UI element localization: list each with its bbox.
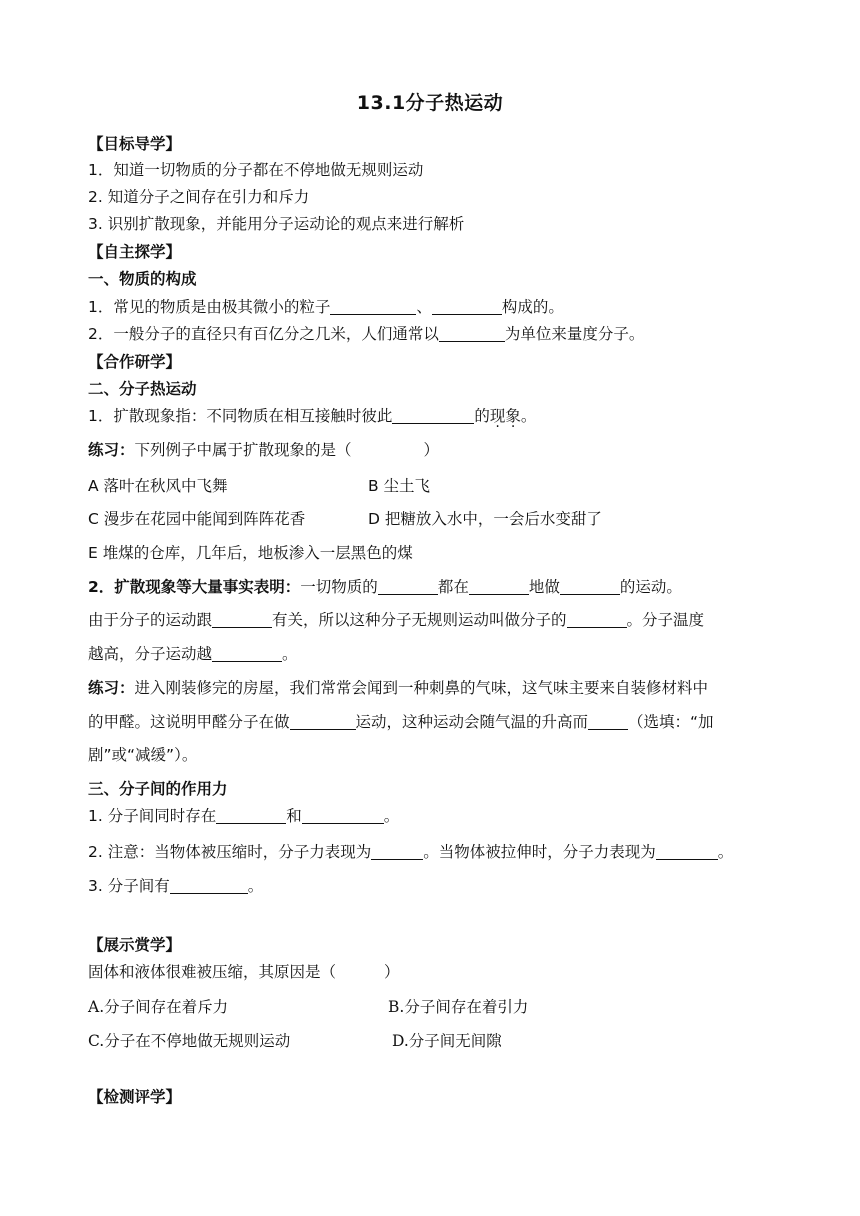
answer-blank[interactable] bbox=[216, 807, 286, 824]
answer-blank[interactable] bbox=[560, 578, 620, 595]
answer-blank[interactable] bbox=[212, 645, 282, 662]
answer-blank[interactable] bbox=[567, 611, 627, 628]
option-a: A 落叶在秋风中飞舞 bbox=[88, 477, 228, 495]
subheading-intermolecular-force: 三、分子间的作用力 bbox=[88, 780, 228, 798]
question-gaps: 3. 分子间有 。 bbox=[88, 877, 264, 895]
option-c: C.分子在不停地做无规则运动 bbox=[88, 1032, 291, 1050]
goal-item-1: 1．知道一切物质的分子都在不停地做无规则运动 bbox=[88, 161, 424, 179]
option-b: B.分子间存在着引力 bbox=[388, 998, 529, 1016]
practice-diffusion: 练习：下列例子中属于扩散现象的是（ ） bbox=[88, 441, 440, 459]
subheading-matter-structure: 一、物质的构成 bbox=[88, 270, 197, 288]
answer-blank[interactable] bbox=[392, 407, 474, 424]
answer-blank[interactable] bbox=[378, 578, 438, 595]
emphasis-dot: 现 bbox=[489, 407, 506, 425]
answer-blank[interactable] bbox=[290, 713, 356, 730]
question-particles: 1．常见的物质是由极其微小的粒子 、 构成的。 bbox=[88, 298, 564, 316]
question-diffusion-facts-line3: 越高，分子运动越 。 bbox=[88, 645, 298, 663]
goal-item-3: 3. 识别扩散现象，并能用分子运动论的观点来进行解析 bbox=[88, 215, 465, 233]
answer-blank[interactable] bbox=[212, 611, 272, 628]
answer-blank[interactable] bbox=[439, 325, 505, 342]
question-compression: 固体和液体很难被压缩，其原因是（ ） bbox=[88, 963, 400, 981]
question-diffusion-facts-line2: 由于分子的运动跟 有关，所以这种分子无规则运动叫做分子的 。分子温度 bbox=[88, 611, 705, 629]
option-d: D 把糖放入水中，一会后水变甜了 bbox=[368, 510, 602, 528]
section-header-goals: 【目标导学】 bbox=[88, 135, 182, 153]
option-b: B 尘土飞 bbox=[368, 477, 431, 495]
answer-blank[interactable] bbox=[330, 298, 416, 315]
option-d: D.分子间无间隙 bbox=[392, 1032, 502, 1050]
answer-blank[interactable] bbox=[432, 298, 502, 315]
answer-blank[interactable] bbox=[371, 843, 423, 860]
practice-formaldehyde-line3: 剧”或“减缓”）。 bbox=[88, 746, 198, 764]
answer-blank[interactable] bbox=[302, 807, 384, 824]
practice-formaldehyde: 练习：进入刚装修完的房屋，我们常常会闻到一种刺鼻的气味，这气味主要来自装修材料中 bbox=[88, 679, 709, 697]
section-header-self-study: 【自主探学】 bbox=[88, 243, 182, 261]
answer-blank[interactable] bbox=[588, 713, 628, 730]
option-c: C 漫步在花园中能闻到阵阵花香 bbox=[88, 510, 306, 528]
subheading-thermal-motion: 二、分子热运动 bbox=[88, 380, 197, 398]
question-force-coexist: 1. 分子间同时存在 和 。 bbox=[88, 807, 400, 825]
section-header-cooperative-study: 【合作研学】 bbox=[88, 353, 182, 371]
section-header-assessment: 【检测评学】 bbox=[88, 1088, 182, 1106]
option-a: A.分子间存在着斥力 bbox=[88, 998, 229, 1016]
option-e: E 堆煤的仓库，几年后，地板渗入一层黑色的煤 bbox=[88, 544, 413, 562]
answer-blank[interactable] bbox=[170, 877, 248, 894]
practice-formaldehyde-line2: 的甲醛。这说明甲醛分子在做 运动，这种运动会随气温的升高而 （选填：“加 bbox=[88, 713, 714, 731]
question-unit: 2．一般分子的直径只有百亿分之几米，人们通常以 为单位来量度分子。 bbox=[88, 325, 645, 343]
question-diffusion-facts: 2．扩散现象等大量事实表明：一切物质的 都在 地做 的运动。 bbox=[88, 578, 682, 596]
answer-blank[interactable] bbox=[656, 843, 718, 860]
question-diffusion-definition: 1．扩散现象指：不同物质在相互接触时彼此 的现象。 bbox=[88, 407, 537, 425]
goal-item-2: 2. 知道分子之间存在引力和斥力 bbox=[88, 188, 310, 206]
emphasis-dot: 象 bbox=[505, 407, 521, 425]
question-force-note: 2. 注意：当物体被压缩时，分子力表现为 。当物体被拉伸时，分子力表现为 。 bbox=[88, 843, 734, 861]
answer-blank[interactable] bbox=[469, 578, 529, 595]
section-header-showcase: 【展示赏学】 bbox=[88, 936, 182, 954]
page-title: 13.1分子热运动 bbox=[356, 92, 504, 114]
